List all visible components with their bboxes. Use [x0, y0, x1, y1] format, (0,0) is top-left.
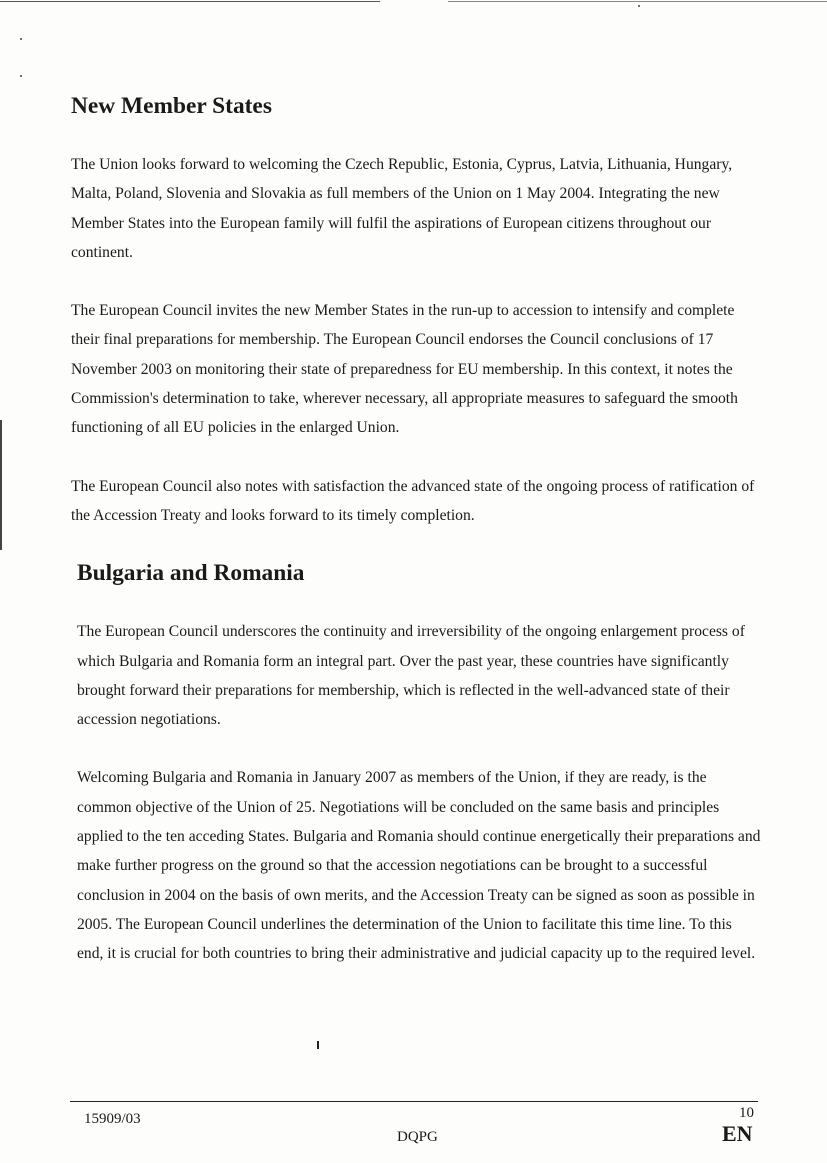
scan-edge-mark [0, 420, 2, 550]
section-new-member-states [71, 92, 761, 559]
top-rule [448, 1, 827, 2]
section-heading: Bulgaria and Romania [77, 560, 305, 587]
paragraph: Welcoming Bulgaria and Romania in January 2007 as members of the Union, if they are ready, is the common objective of the Union of 25. Negotiations will be concluded on the same basis and principles applied to the ten acceding States. Bulgaria and Romania should continue energetically their preparations and make further progress on the ground so that the accession negotiations can be brought to a successful conclusion in 2004 on the basis of own merits, and the Accession Treaty can be signed as soon as possible in 2005. The European Council underlines the determination of the Union to facilitate this time line. To this end, it is crucial for both countries to bring their administrative and judicial capacity up to the required level. [77, 769, 761, 963]
section-heading: New Member States [71, 93, 272, 119]
document-reference: 15909/03 [84, 1111, 141, 1127]
department-code: DQPG [397, 1129, 438, 1145]
document-body [71, 92, 761, 969]
paragraph: The European Council also notes with satisfaction the advanced state of the ongoing process of ratification of the Accession Treaty and looks forward to its timely completion. [71, 477, 755, 524]
scan-speck [638, 5, 640, 7]
scan-speck [20, 38, 22, 40]
language-code: EN [722, 1121, 753, 1146]
paragraph: The Union looks forward to welcoming the Czech Republic, Estonia, Cyprus, Latvia, Lithuania, Hungary, Malta, Poland, Slovenia and Slovakia as full members of the Union on 1 May 2004. Integrating the new Member States into the European family will fulfil the aspirations of European citizens throughout our continent. [71, 156, 733, 261]
paragraph: The European Council invites the new Member States in the run-up to accession to intensify and complete their final preparations for membership. The European Council endorses the Council conclusions of 17 November 2003 on monitoring their state of preparedness for EU membership. In this context, it notes the Commission's determination to take, wherever necessary, all appropriate measures to safeguard the smooth functioning of all EU policies in the enlarged Union. [71, 302, 738, 437]
page-number: 10 [739, 1105, 754, 1121]
top-rule [0, 1, 380, 2]
paragraph: The European Council underscores the continuity and irreversibility of the ongoing enlargement process of which Bulgaria and Romania form an integral part. Over the past year, these countries have significantly brought forward their preparations for membership, which is reflected in the well-advanced state of their accession negotiations. [77, 623, 745, 729]
section-bulgaria-and-romania [71, 559, 761, 968]
scan-speck [20, 75, 22, 77]
scan-mark [317, 1041, 319, 1049]
footer-rule [70, 1101, 758, 1102]
